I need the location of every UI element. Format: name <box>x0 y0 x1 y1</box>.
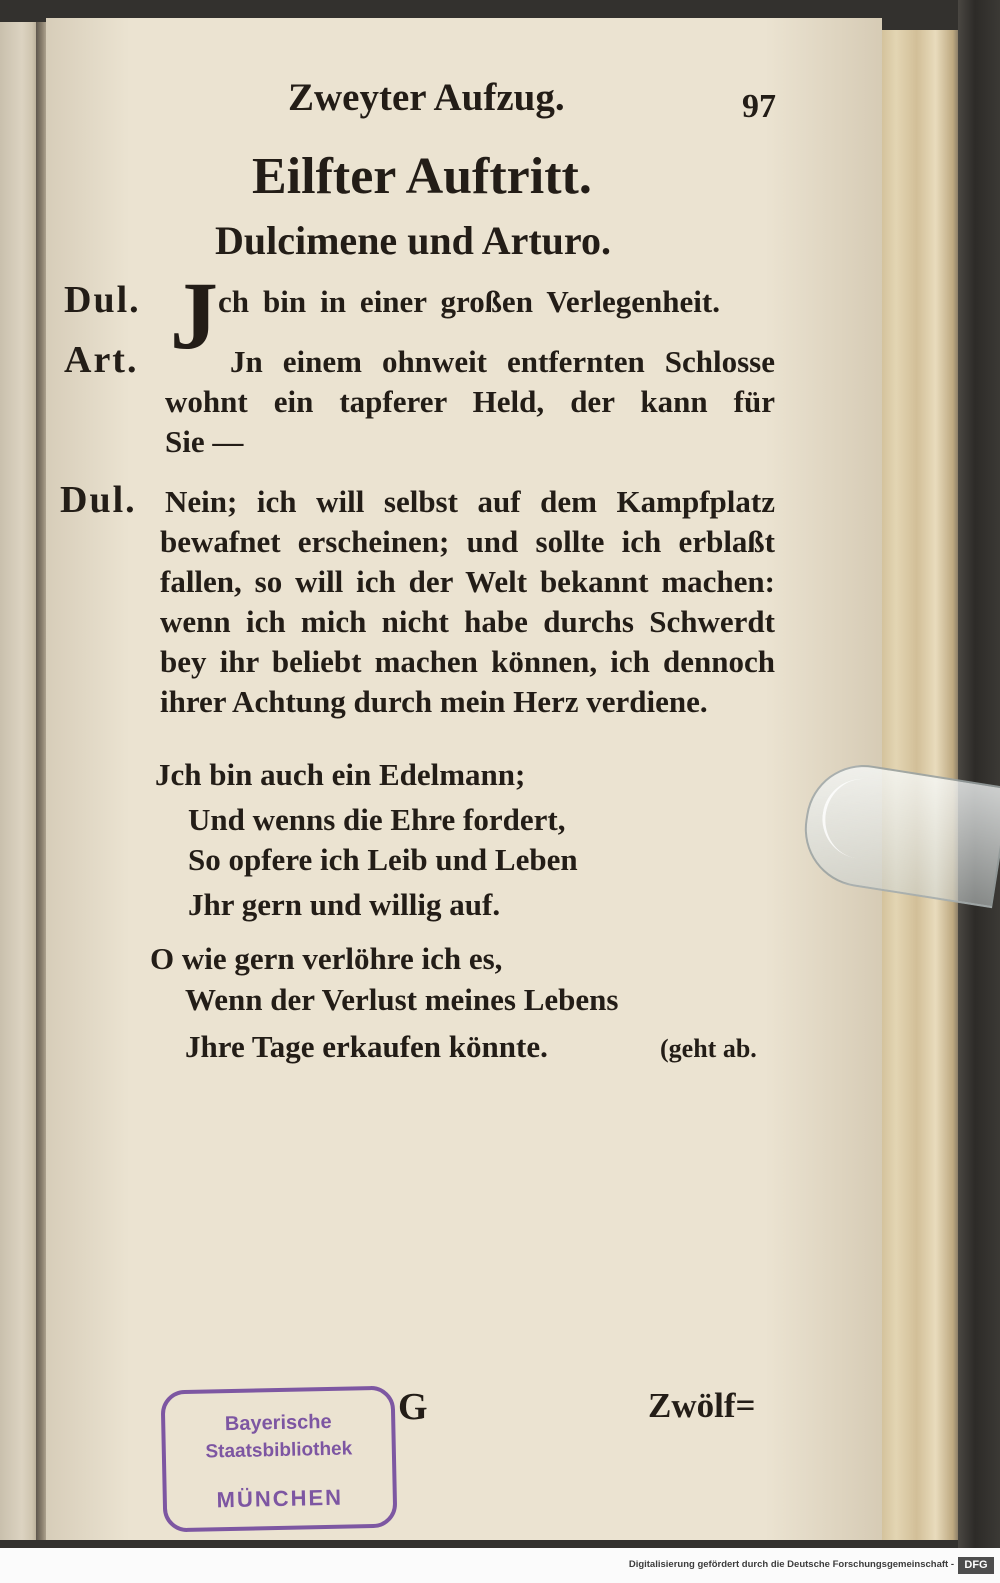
dialogue-line: bey ihr beliebt machen können, ich dennoch <box>160 644 775 679</box>
verse-line: O wie gern verlöhre ich es, <box>150 941 503 976</box>
credit-bar <box>0 1548 1000 1583</box>
dfg-logo: DFG <box>958 1557 994 1574</box>
dialogue-line: wohnt ein tapferer Held, der kann für <box>165 384 775 419</box>
dialogue-line: bewafnet erscheinen; und sollte ich erblaßt <box>160 524 775 559</box>
dialogue-line: ch bin in einer großen Verlegenheit. <box>218 284 720 319</box>
stamp-line: MÜNCHEN <box>216 1484 344 1513</box>
credit-text: Digitalisierung gefördert durch die Deutsche Forschungsgemeinschaft - <box>628 1559 954 1570</box>
verse-line: So opfere ich Leib und Leben <box>188 842 578 877</box>
verse-line: Und wenns die Ehre fordert, <box>188 802 566 837</box>
speaker-label: Art. <box>64 339 139 381</box>
dialogue-line: ihrer Achtung durch mein Herz verdiene. <box>160 684 708 719</box>
scene-title: Eilfter Auftritt. <box>252 148 592 205</box>
stage-direction: (geht ab. <box>660 1034 757 1063</box>
scanner-background <box>958 0 1000 1548</box>
drop-cap: J <box>170 262 218 369</box>
book-page <box>46 18 882 1540</box>
speaker-label: Dul. <box>60 479 137 521</box>
catchword: Zwölf= <box>648 1386 756 1425</box>
dialogue-line: wenn ich mich nicht habe durchs Schwerdt <box>160 604 775 639</box>
stamp-line: Staatsbibliothek <box>205 1438 353 1463</box>
verse-line: Jhre Tage erkaufen könnte. <box>185 1029 548 1064</box>
verse-line: Jhr gern und willig auf. <box>188 887 501 922</box>
speaker-label: Dul. <box>64 279 141 321</box>
stamp-line: Bayerische <box>224 1410 332 1436</box>
dialogue-line: Sie — <box>165 424 244 459</box>
verse-line: Wenn der Verlust meines Lebens <box>185 982 619 1017</box>
signature-mark: G <box>398 1386 428 1428</box>
scene-characters: Dulcimene und Arturo. <box>215 218 611 263</box>
previous-page-edge <box>0 22 40 1540</box>
page-number: 97 <box>742 88 776 125</box>
dialogue-line: fallen, so will ich der Welt bekannt machen: <box>160 564 775 599</box>
holder-highlight <box>817 773 892 862</box>
dialogue-line: Jn einem ohnweit entfernten Schlosse <box>230 344 775 379</box>
verse-line: Jch bin auch ein Edelmann; <box>155 757 526 792</box>
running-title: Zweyter Aufzug. <box>288 76 565 119</box>
library-stamp <box>161 1386 398 1533</box>
dialogue-line: Nein; ich will selbst auf dem Kampfplatz <box>165 484 775 519</box>
